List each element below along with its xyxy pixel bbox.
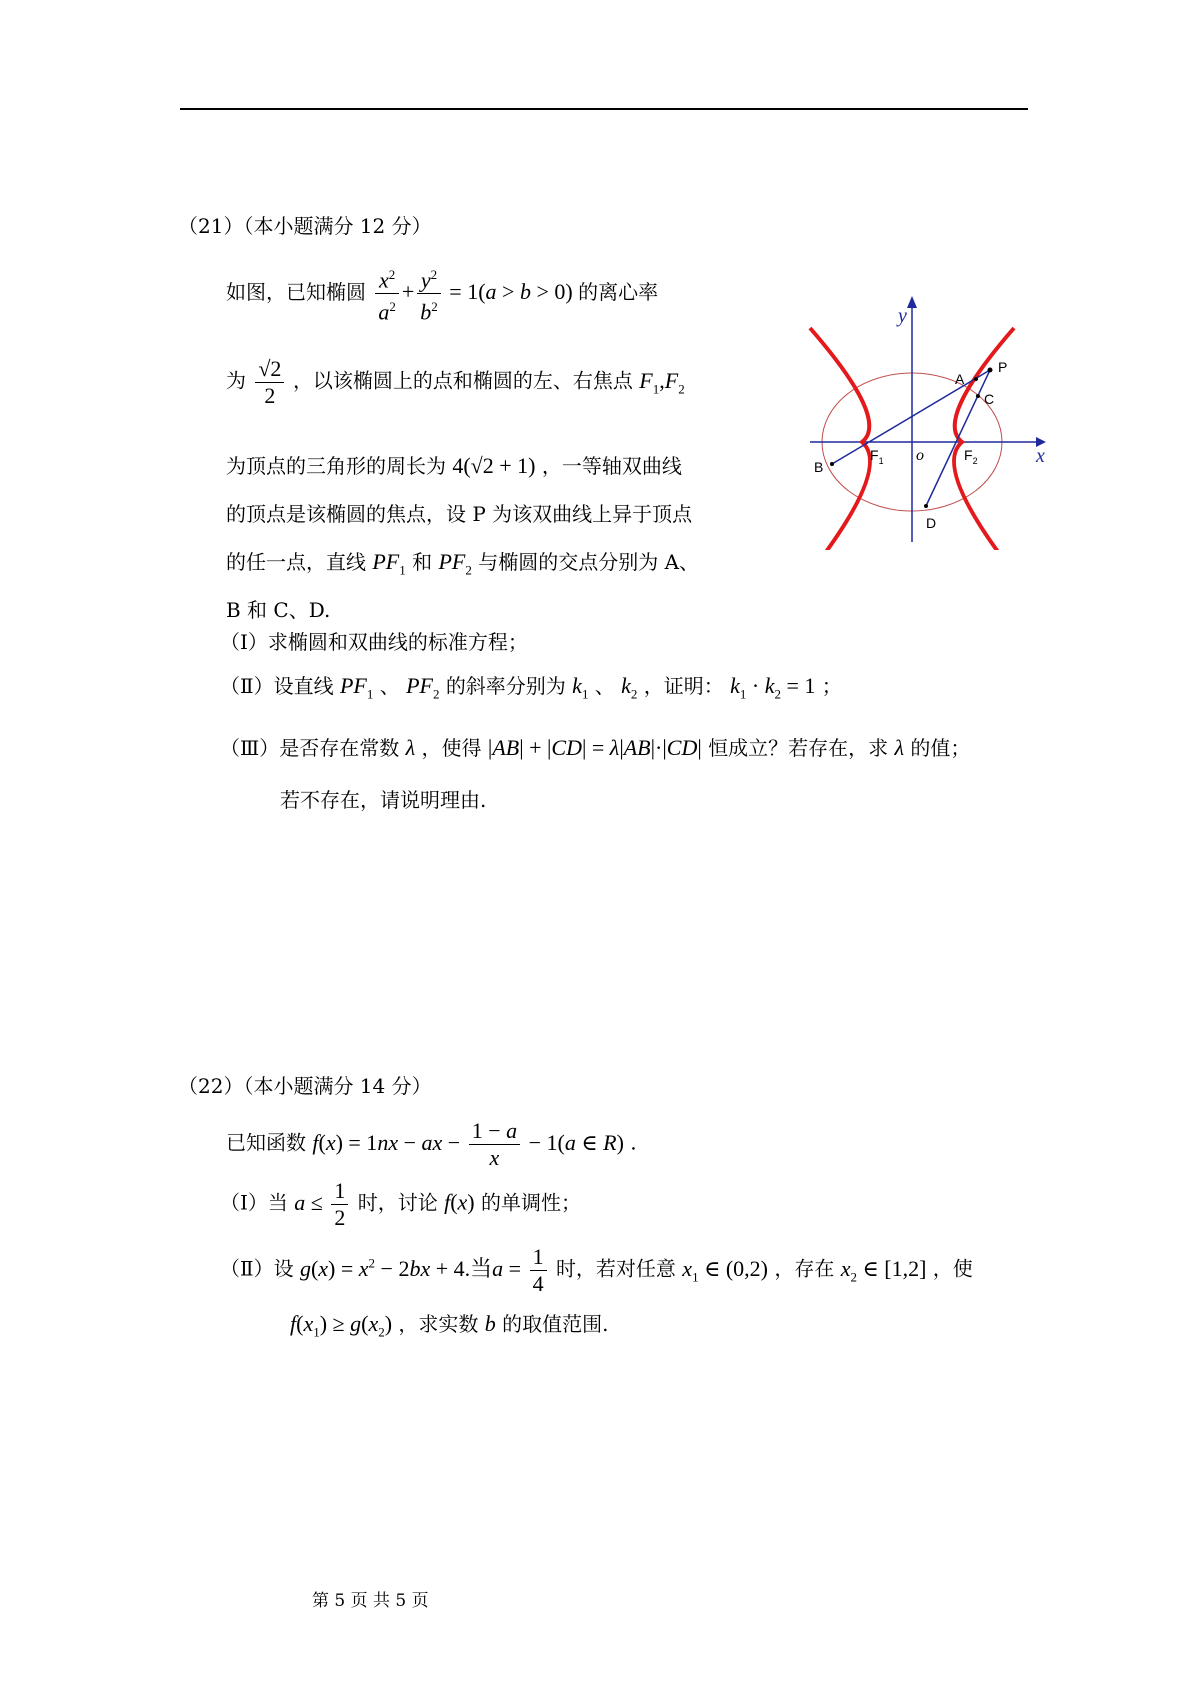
- lambda-symbol-2: λ: [894, 735, 904, 760]
- q21-part2-post: ；: [821, 674, 842, 698]
- variable-b: b: [484, 1311, 496, 1336]
- label-a: A: [955, 371, 965, 387]
- q21-line3-post: ，一等轴双曲线: [541, 454, 682, 478]
- q21-line3-pre: 为顶点的三角形的周长为: [226, 454, 446, 478]
- perimeter-value: 4(√2 + 1): [452, 453, 536, 478]
- x2-domain: $x_2$ ∈ [1,2]: [840, 1255, 927, 1284]
- q22-part1: [220, 1178, 581, 1231]
- q22-part2-mid1: 时，若对任意: [555, 1256, 676, 1281]
- point-a: [974, 377, 978, 381]
- point-d: [924, 504, 928, 508]
- slope-product: $k_1 \cdot k_2 = 1$: [730, 673, 816, 702]
- label-f1-sub: 1: [878, 456, 884, 466]
- q21-line1-text: 如图，已知椭圆: [226, 279, 366, 304]
- q22-line1: [226, 1118, 637, 1171]
- function-g-definition: $g(x) = x^2 - 2bx + 4$.当a = $\frac{1}{4}$: [300, 1256, 550, 1281]
- label-f2: [964, 447, 978, 466]
- q21-line4: 的顶点是该椭圆的焦点，设 P 为该双曲线上异于顶点: [226, 502, 693, 526]
- q21-line2-post: ，以该椭圆上的点和椭圆的左、右焦点: [292, 368, 633, 393]
- y-axis-arrow: [907, 296, 917, 308]
- q21-line1: [226, 262, 658, 326]
- q22-part1-post: 的单调性；: [480, 1190, 581, 1215]
- part2-pf1: $PF_1$: [339, 673, 374, 702]
- function-f-definition: f(x) = 1nx − ax − $\frac{1 - a}{x}$ − 1(a ∈ R): [312, 1118, 624, 1170]
- label-f2-sub: 2: [972, 456, 978, 466]
- line-pf2: $PF_2$: [438, 549, 472, 578]
- q21-part3-post: 的值；: [910, 736, 971, 760]
- q22-part2-pre: （Ⅱ）设: [220, 1256, 294, 1281]
- label-f1-letter: F: [870, 447, 879, 463]
- y-label: y: [898, 305, 907, 327]
- q21-line5: [226, 548, 699, 584]
- q21-part3-mid1: ，使得: [421, 736, 482, 760]
- x1-domain: $x_1$ ∈ (0,2): [682, 1255, 768, 1284]
- q21-line2: [226, 356, 685, 409]
- label-d: D: [926, 515, 937, 531]
- chord-equation: |AB| + |CD| = λ|AB|·|CD|: [487, 735, 702, 760]
- q22-part2-mid2: ，存在: [774, 1256, 835, 1281]
- conic-figure: [800, 292, 1056, 550]
- q22-part1-pre: （Ⅰ）当: [220, 1190, 288, 1215]
- q22-line1-post: .: [630, 1130, 637, 1155]
- q21-line2-pre: 为: [226, 368, 246, 393]
- q22-part2-line2: [290, 1310, 608, 1346]
- q22-line1-pre: 已知函数: [226, 1130, 306, 1155]
- foci-symbols: $F_1,F_2$: [639, 367, 685, 396]
- q21-part2: [220, 672, 842, 708]
- q21-line5-mid1: 和: [412, 550, 433, 574]
- line-pf1: $PF_1$: [372, 549, 406, 578]
- eccentricity-value: $\frac{√2}{2}$: [252, 368, 293, 393]
- header-rule: [180, 108, 1028, 110]
- x-label: x: [1036, 445, 1045, 467]
- slope-k2: $k_2$: [621, 673, 638, 702]
- f-of-x: f(x): [444, 1189, 475, 1215]
- ellipse-equation: $\frac{x^2}{a^2}$ + $\frac{y^2}{b^2}$ = 1(a > b > 0): [372, 279, 578, 304]
- q21-line6: B 和 C、D.: [226, 598, 331, 622]
- q22-part2: [220, 1244, 973, 1297]
- q21-part3-mid2: 恒成立？若存在，求: [708, 736, 889, 760]
- q21-line5-mid2: 与椭圆的交点分别为 A、: [478, 550, 700, 574]
- q22-part2-line2-end: 的取值范围.: [502, 1312, 609, 1336]
- label-f2-letter: F: [964, 447, 973, 463]
- part2-pf2: $PF_2$: [406, 673, 440, 702]
- q21-part2-mid1: 、: [379, 674, 400, 698]
- point-b: [830, 462, 834, 466]
- q22-part2-mid3: ，使: [932, 1256, 973, 1281]
- q21-line1-post: 的离心率: [578, 279, 659, 304]
- q21-part3-pre: （Ⅲ）是否存在常数: [220, 736, 400, 760]
- condition-a-le-half: a ≤ $\frac{1}{2}$: [294, 1190, 351, 1215]
- label-c: C: [984, 391, 995, 407]
- q22-part2-line2-post: ，求实数: [398, 1312, 479, 1336]
- origin-label: o: [916, 447, 924, 464]
- q21-part1: （Ⅰ）求椭圆和双曲线的标准方程；: [220, 630, 528, 654]
- q21-part2-pre: （Ⅱ）设直线: [220, 674, 334, 698]
- q21-line3: [226, 452, 682, 480]
- q21-line5-pre: 的任一点，直线: [226, 550, 366, 574]
- q21-part3-line2: 若不存在，请说明理由.: [280, 788, 487, 812]
- label-b: B: [814, 459, 824, 475]
- q21-part2-mid2: 的斜率分别为: [445, 674, 566, 698]
- label-p: P: [998, 359, 1008, 375]
- q21-part2-mid4: ，证明：: [643, 674, 724, 698]
- lambda-symbol: λ: [405, 735, 416, 760]
- q22-header: （22）（本小题满分 14 分）: [178, 1074, 432, 1098]
- point-c: [976, 394, 980, 398]
- label-f1: [870, 447, 884, 466]
- inequality-f-g: $f(x_1) \ge g(x_2)$: [290, 1311, 393, 1340]
- q21-header: （21）（本小题满分 12 分）: [178, 214, 432, 238]
- page-footer: 第 5 页 共 5 页: [312, 1591, 429, 1611]
- q21-part2-mid3: 、: [594, 674, 615, 698]
- slope-k1: $k_1$: [572, 673, 589, 702]
- q22-part1-mid: 时，讨论: [357, 1190, 438, 1215]
- point-p: [988, 368, 993, 373]
- q21-part3: [220, 734, 970, 762]
- hyperbola-left-branch: [810, 328, 870, 550]
